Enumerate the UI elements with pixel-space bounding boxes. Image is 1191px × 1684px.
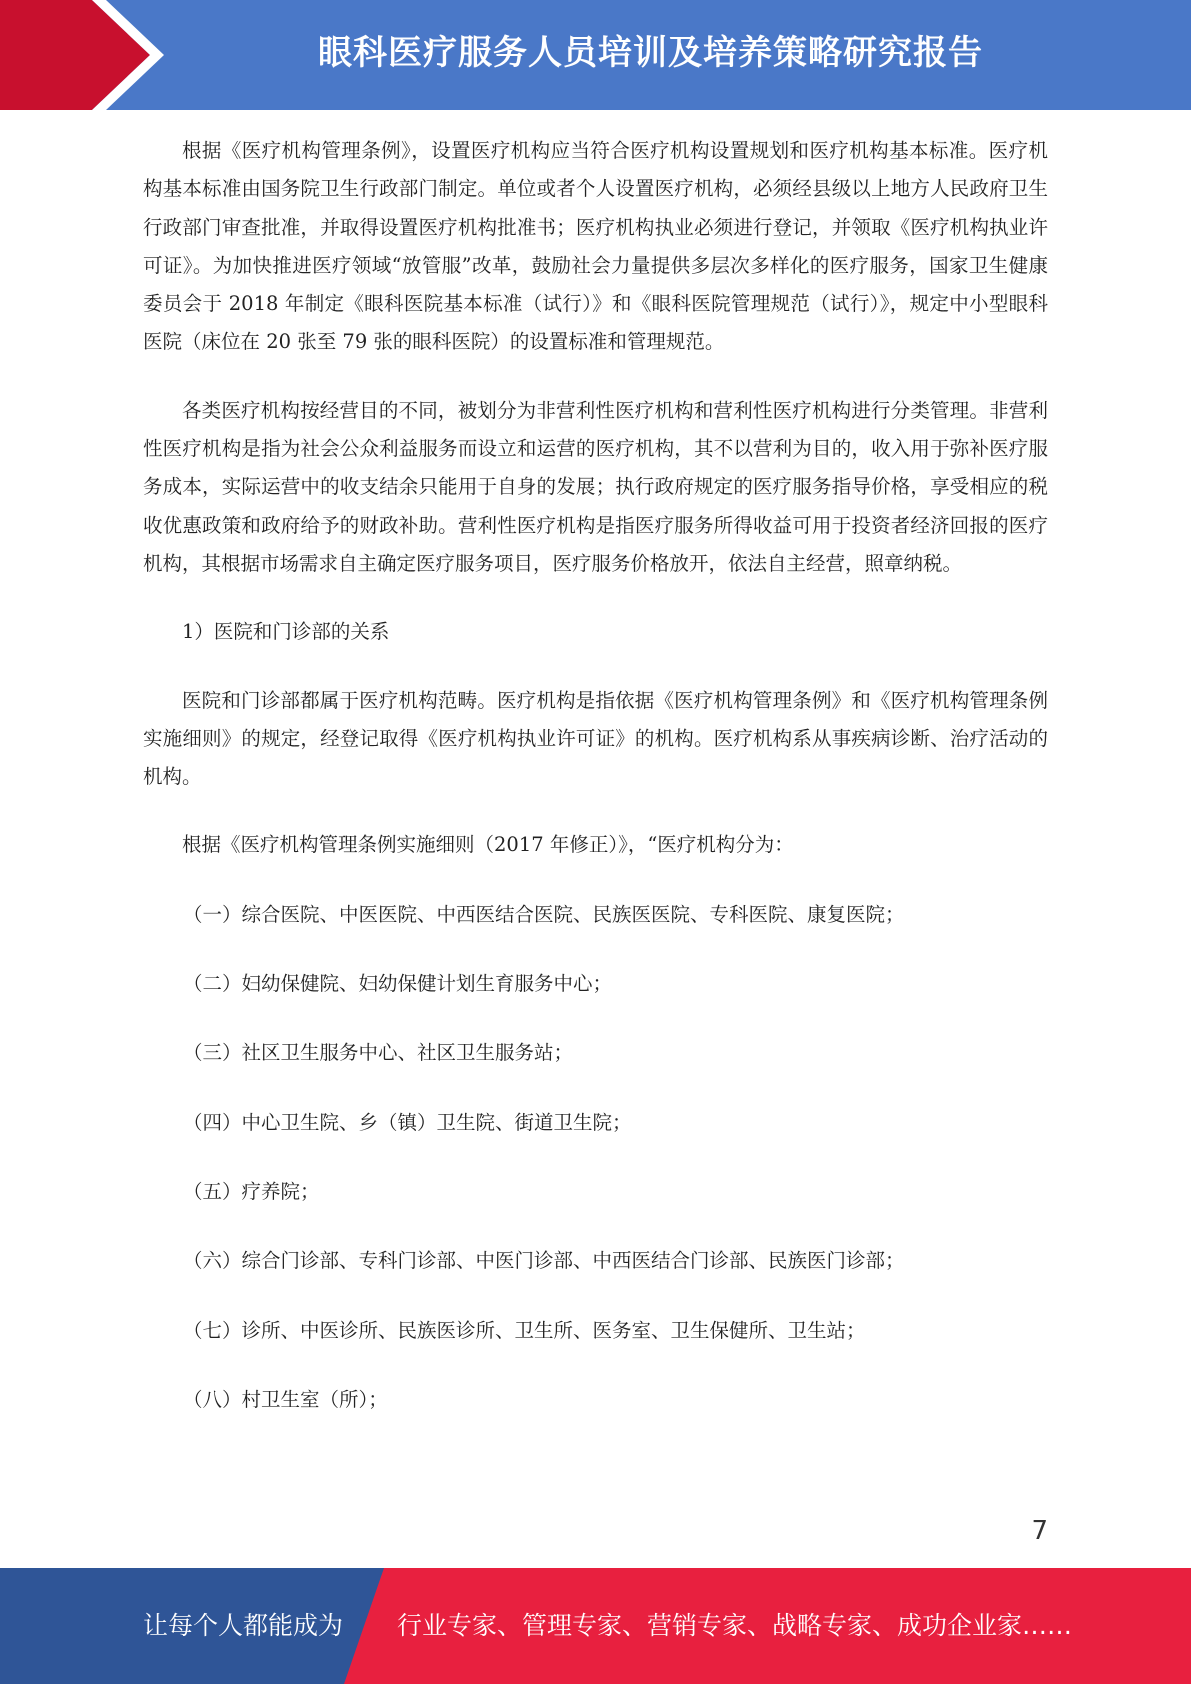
paragraph-rules-intro: 根据《医疗机构管理条例实施细则（2017 年修正）》，“医疗机构分为： xyxy=(182,833,794,857)
list-item: （六）综合门诊部、专科门诊部、中医门诊部、中西医结合门诊部、民族医门诊部； xyxy=(183,1249,905,1273)
paragraph-spacer xyxy=(143,362,1048,392)
paragraph-spacer xyxy=(143,652,1048,682)
footer-slogan-right: 行业专家、管理专家、营销专家、战略专家、成功企业家…… xyxy=(397,1611,1073,1640)
page-header xyxy=(0,0,1191,110)
list-item: （七）诊所、中医诊所、民族医诊所、卫生所、医务室、卫生保健所、卫生站； xyxy=(183,1318,866,1342)
page-number: 7 xyxy=(1031,1516,1048,1546)
list-item: （八）村卫生室（所）； xyxy=(183,1387,388,1411)
paragraph-spacer xyxy=(143,583,1048,613)
paragraph-spacer xyxy=(143,796,1048,826)
paragraph-classification: 各类医疗机构按经营目的不同，被划分为非营利性医疗机构和营利性医疗机构进行分类管理。非营利性医疗机构是指为社会公众利益服务而设立和运营的医疗机构，其不以营利为目的，收入用于弥补医疗服务成本，实际运营中的收支结余只能用于自身的发展；执行政府规定的医疗服务指导价格，享受相应的税收优惠政策和政府给予的财政补助。营利性医疗机构是指医疗服务所得收益可用于投资者经济回报的医疗机构，其根据市场需求自主确定医疗服务项目，医疗服务价格放开，依法自主经营，照章纳税。 xyxy=(143,398,1048,575)
footer-slogan-left: 让每个人都能成为 xyxy=(143,1611,344,1640)
list-item: （一）综合医院、中医医院、中西医结合医院、民族医医院、专科医院、康复医院； xyxy=(183,902,905,926)
section-heading: 1）医院和门诊部的关系 xyxy=(182,620,390,644)
page-content xyxy=(143,132,1048,1450)
list-item: （四）中心卫生院、乡（镇）卫生院、街道卫生院； xyxy=(183,1110,632,1134)
paragraph-regulation: 根据《医疗机构管理条例》，设置医疗机构应当符合医疗机构设置规划和医疗机构基本标准。医疗机构基本标准由国务院卫生行政部门制定。单位或者个人设置医疗机构，必须经县级以上地方人民政府卫生行政部门审查批准，并取得设置医疗机构批准书；医疗机构执业必须进行登记，并领取《医疗机构执业许可证》。为加快推进医疗领域“放管服”改革，鼓励社会力量提供多层次多样化的医疗服务，国家卫生健康委员会于 2018 年制定《眼科医院基本标准（试行）》和《眼科医院管理规范（试行）》，规定中小型眼科医院（床位在 20 张至 79 张的眼科医院）的设置标准和管理规范。 xyxy=(143,139,1048,354)
list-item: （五）疗养院； xyxy=(183,1179,320,1203)
list-item: （三）社区卫生服务中心、社区卫生服务站； xyxy=(183,1041,574,1065)
document-title: 眼科医疗服务人员培训及培养策略研究报告 xyxy=(318,33,983,73)
list-item: （二）妇幼保健院、妇幼保健计划生育服务中心； xyxy=(183,972,613,996)
paragraph-hospital-clinic: 医院和门诊部都属于医疗机构范畴。医疗机构是指依据《医疗机构管理条例》和《医疗机构管理条例实施细则》的规定，经登记取得《医疗机构执业许可证》的机构。医疗机构系从事疾病诊断、治疗活动的机构。 xyxy=(143,688,1048,789)
page-footer xyxy=(0,1568,1191,1684)
